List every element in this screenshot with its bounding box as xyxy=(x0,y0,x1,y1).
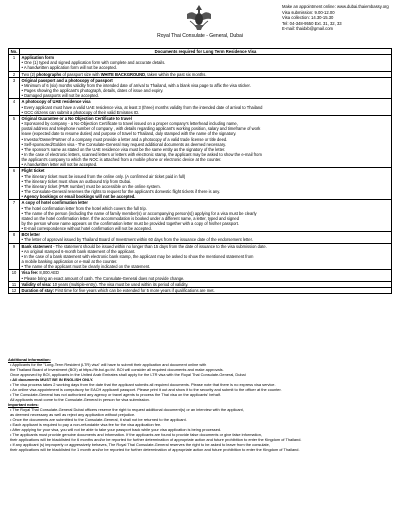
row-item: • Sponsored by company - a No Objection Certificate to travel issued on a proper company's letterhead including name, xyxy=(21,121,238,127)
row-content xyxy=(20,115,392,168)
note-line: • All documents MUST BE IN ENGLISH ONLY. xyxy=(10,377,94,382)
row-content xyxy=(20,168,392,200)
table-row xyxy=(9,99,392,115)
note-line: their applications will be blacklisted for 6 months and/or be reported for further determination of appropriate action and future prohibition to enter the Kingdom of Thailand. xyxy=(10,437,302,442)
row-item: leave (expected date to resume duties) and purpose of travel to Thailand, duly stamped with the name of the signatory. xyxy=(21,131,237,137)
contact-line: Tel: 04-348-9550 Ext. 31, 32, 33 xyxy=(282,20,342,26)
row-content xyxy=(20,270,392,281)
row-item: • The name of the applicant must be clearly indicated on the statement. xyxy=(21,264,151,270)
header xyxy=(8,4,392,48)
row-item: • Minimum of 6 (six) months validity from the intended date of arrival to Thailand, with a blank visa page to affix the visa sticker. xyxy=(21,82,251,88)
row-item: • Pages showing the applicant's photograph, details, dates of issue and expiry. xyxy=(21,88,164,94)
contact-info xyxy=(282,4,392,32)
note-line: • If any applicant (s) improperly or aggressively behaves, The Royal Thai Consulate-General reserves the right to be asked to leave from the consulate, xyxy=(10,442,270,447)
table-row xyxy=(9,168,392,200)
row-text: Two (2) xyxy=(21,71,37,77)
row-text-bold: photographs xyxy=(36,71,62,77)
row-item: • Agency bookings or email bookings will not be accepted. xyxy=(21,194,136,200)
row-number: 5 xyxy=(9,115,20,168)
requirements-table xyxy=(8,48,392,294)
col-docs-header: Documents required for Long Term Residence Visa xyxy=(20,49,392,55)
note-line: All applicants must come to the Consulate-General in person for visa submission. xyxy=(10,397,150,402)
row-number: 3 xyxy=(9,77,20,99)
important-notes-heading: Important notes: xyxy=(8,402,39,407)
note-line: • After applying for your visa, you will not be able to take your passport back while your visa application is being processed. xyxy=(10,427,222,432)
row-item: • The itinerary ticket must show an outbound trip from Dubai. xyxy=(21,178,132,184)
note-line: as deemed necessary as well as reject any application without prejudice. xyxy=(10,412,136,417)
row-title: Duration of stay: xyxy=(21,287,55,293)
notes-section xyxy=(8,357,392,452)
row-item: • Every applicant must have a valid UAE residence visa, at least 3 (three) months validity from the intended date of arrival to Thailand xyxy=(21,104,263,110)
contact-line: Visa collection: 14.30-15.30 xyxy=(282,15,334,21)
note-line: • An online visa appointment is compulsory for EACH applicant/ passport. Please print it out and show it to the security and submit to the officer at the counter. xyxy=(10,387,282,392)
row-title: BOI letter xyxy=(21,232,40,238)
note-line: • Each applicant is required to pay a non-refundable visa fee for the visa application fee. xyxy=(10,422,162,427)
row-item: the applicant's company to which the NOC is attached from a mobile phone or electronic device at the counter. xyxy=(21,157,222,163)
row-number: 4 xyxy=(9,99,20,115)
row-text-bold: WHITE BACKGROUND xyxy=(100,71,146,77)
row-title: A photocopy of UAE residence visa xyxy=(21,99,91,105)
row-text: of passport size with xyxy=(61,71,101,77)
table-row xyxy=(9,270,392,281)
thai-emblem-icon xyxy=(184,4,214,32)
row-title: Visa fee: xyxy=(21,270,39,276)
row-item: • GCC citizens can submit a photocopy of their valid Emirates ID. xyxy=(21,109,140,115)
row-item: • The sponsor's name as stated on the UAE residence visa must be the same entity as the signatory of the letter. xyxy=(21,146,226,152)
table-row xyxy=(9,77,392,99)
row-title: Bank statement xyxy=(21,243,52,249)
row-title: Application form xyxy=(21,55,55,61)
row-item: • The Consulate-General reserves the rights to request for the applicant's domestic flight tickets if there is any. xyxy=(21,189,221,195)
table-row xyxy=(9,232,392,243)
contact-line: Visa submission: 9.00-12.00 xyxy=(282,9,335,15)
row-item: • In the case of a bank statement with electronic bank stamp, the applicant may be asked to show the mentioned statement from xyxy=(21,253,254,259)
row-title: Validity of visa: xyxy=(21,281,52,287)
note-line: Once approved by BOI, applicants in the United Arab Emirates shall apply for the LTR visa with the Royal Thai Consulate-General, Dubai xyxy=(10,372,246,377)
row-item: • An original stamped 6-month bank statement of the applicant. xyxy=(21,248,136,254)
row-content xyxy=(20,55,392,71)
row-number: 8 xyxy=(9,232,20,243)
note-line: • The visa process takes 2 working days from the date that the applicant submits all required documents. Please note that there is no express visa service. xyxy=(10,382,276,387)
row-title: Original Guarantee or a No Objection Certificate to travel xyxy=(21,115,132,121)
row-item: stated on the hotel confirmation letter. If the accommodation is booked under a different name, a letter, typed and signed xyxy=(21,215,239,221)
table-row xyxy=(9,287,392,293)
note-line: their applications will be blacklisted for 1 month and/or be reported for further determination of appropriate action and future prohibition to enter the Kingdom of Thailand. xyxy=(10,447,300,452)
row-item: postal address and telephone number of company , with details regarding applicant's working position, salary and timeframe of work xyxy=(21,126,261,132)
row-title-rest: 10 years (multiple-entry). The visa must be used within its period of validity. xyxy=(51,281,189,287)
row-item: • Damaged passports will not be accepted. xyxy=(21,93,99,99)
contact-line: Make an appointment online: www.dubai.thaiembassy.org xyxy=(282,4,389,9)
additional-info-heading: Additional information: xyxy=(8,357,51,362)
table-row xyxy=(9,200,392,232)
row-number: 2 xyxy=(9,71,20,77)
note-line: the Thailand Board of Investment (BOI) at https://ltr.boi.go.th/. BOI will consider all required documents and make approvals. xyxy=(10,367,224,372)
row-number: 1 xyxy=(9,55,20,71)
row-number: 12 xyxy=(9,287,20,293)
note-line: • Applicants for the "Long-Term Resident (LTR) visa" will have to submit their application and document online with xyxy=(10,362,207,367)
row-number: 11 xyxy=(9,281,20,287)
table-row xyxy=(9,55,392,71)
row-text: , taken within the past six months. xyxy=(145,71,207,77)
row-content xyxy=(20,200,392,232)
row-item: • E-mail correspondence without hotel confirmation will not be accepted. xyxy=(21,226,152,232)
consulate-title: Royal Thai Consulate - General, Dubai xyxy=(157,33,243,39)
note-line: • Once the documents are submitted to the Consulate-General, it shall not be returned to the applicant. xyxy=(10,417,187,422)
note-line: • The Consulate-General has not authorized any agency or travel agents to process the Thai visa on the applicants' behalf. xyxy=(10,392,221,397)
row-content xyxy=(20,99,392,115)
row-item: • A handwritten application form will not be accepted. xyxy=(21,65,117,71)
row-item: • The name of the person (including the name of family member(s) or accompanying person(s)) applying for a visa must be clearly xyxy=(21,210,257,216)
row-item: • Investor/Owner/Partner of a company must provide a letter and a photocopy of a valid trade license or title deed. xyxy=(21,136,228,142)
table-row xyxy=(9,115,392,168)
row-number: 10 xyxy=(9,270,20,281)
row-content xyxy=(20,287,392,293)
note-line: • The Royal Thai Consulate-General Dubai officers reserve the right to request additional document(s) or an interview with the applicant, xyxy=(10,407,244,412)
row-content xyxy=(20,243,392,270)
row-item: a mobile banking application or e-mail at the counter. xyxy=(21,259,118,265)
row-number: 6 xyxy=(9,168,20,200)
row-item: • One (1) typed and signed application form with complete and accurate details. xyxy=(21,60,166,66)
table-row xyxy=(9,243,392,270)
row-item: • The letter of approval issued by Thailand Board of Investment within 60 days from the issuance date of the endorsement letter. xyxy=(21,237,253,243)
row-item: • In the case of electronic letters, scanned letters or letters with electronic stamp, the applicant may be asked to show the e-mail from xyxy=(21,151,262,157)
row-item: • Please bring an exact amount of cash. The Consulate-General does not provide change. xyxy=(21,275,185,281)
row-item: • The itinerary ticket (PNR number) must be accessible on the online system. xyxy=(21,183,161,189)
document-page xyxy=(8,4,392,452)
row-title: Original passport and a photocopy of passport xyxy=(21,77,113,83)
row-title-rest: - The statement should be issued within no longer than 15 days from the date of issuance to the visa submission date. xyxy=(52,243,267,249)
row-item: by the person whose name appears on the confirmation letter must be provided together with a copy of his/her passport. xyxy=(21,221,240,226)
row-content xyxy=(20,232,392,243)
row-title-rest: First time for five years which can be extended for 5 more years if qualifications are met. xyxy=(54,287,215,293)
row-number: 9 xyxy=(9,243,20,270)
row-item: • The hotel confirmation letter from the hotel which covers the full trip. xyxy=(21,205,147,211)
row-title: A copy of hotel confirmation letter xyxy=(21,200,88,206)
row-item: • The itinerary ticket must be issued from the online only. (A confirmed air ticket paid in full) xyxy=(21,173,186,179)
row-title-rest: 8,000 AED xyxy=(38,270,59,276)
note-line: • The applicants must provide genuine documents and information. If the applicants are found to provide false documents or give false information, xyxy=(10,432,262,437)
row-number: 7 xyxy=(9,200,20,232)
contact-line: E-mail: thaidxb@gmail.com xyxy=(282,26,334,32)
row-title: Flight ticket xyxy=(21,168,45,174)
row-content xyxy=(20,77,392,99)
row-item: • A handwritten letter will not be accepted. xyxy=(21,162,98,168)
row-item: • Self-sponsored/Golden visa - The Consulate-General may request additional documents as deemed necessary. xyxy=(21,141,226,147)
col-no-header: No. xyxy=(9,49,20,55)
